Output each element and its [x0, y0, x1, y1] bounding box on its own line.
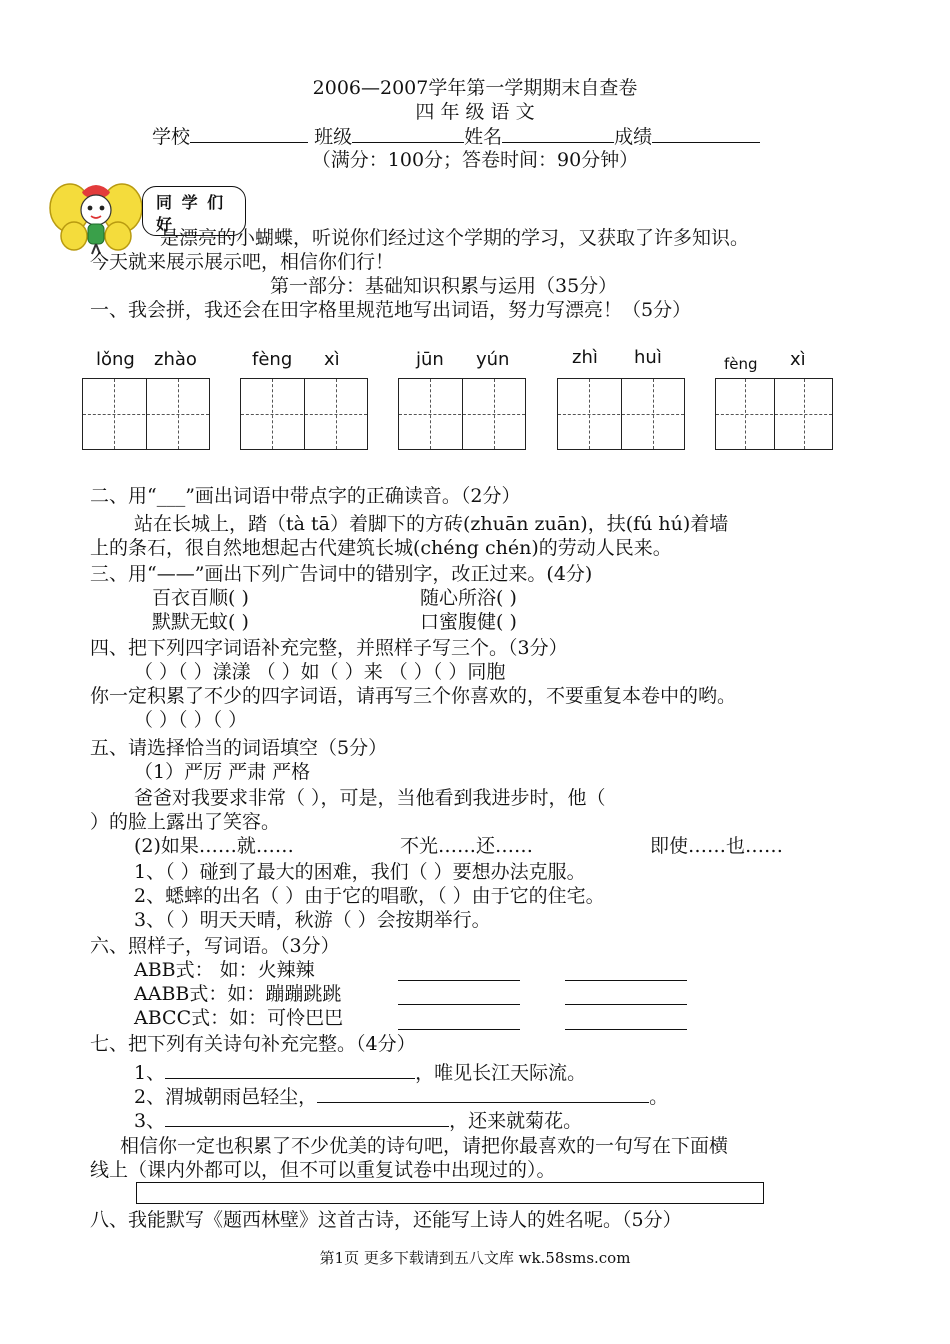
q7-paragraph-1: 相信你一定也积累了不少优美的诗句吧，请把你最喜欢的一句写在下面横 [120, 1135, 729, 1157]
q8-title: 八、我能默写《题西林壁》这首古诗，还能写上诗人的姓名呢。（5分） [90, 1209, 682, 1231]
score-label: 成绩 [614, 126, 653, 148]
q2-title: 二、用“___”画出词语中带点字的正确读音。（2分） [90, 485, 521, 507]
q5-sentence-1b: ）的脸上露出了笑容。 [90, 811, 281, 833]
q3-item-3[interactable]: 默默无蚊( ) [152, 611, 249, 633]
exam-info: （满分：100分；答卷时间：90分钟） [311, 149, 639, 171]
pinyin-5b: xì [790, 349, 806, 370]
q5-s1[interactable]: 1、（ ）碰到了最大的困难，我们（ ）要想办法克服。 [134, 861, 586, 883]
tianzige-box-1[interactable] [82, 378, 210, 450]
q6-blank-3a[interactable] [398, 1029, 520, 1030]
q7-l2-end: 。 [649, 1086, 669, 1108]
q7-answer-box[interactable] [136, 1182, 764, 1204]
q2-line-2: 上的条石，很自然地想起古代建筑长城(chéng chén)的劳动人民来。 [90, 537, 672, 559]
q5-sub1: （1）严厉 严肃 严格 [134, 761, 311, 783]
q6-blank-2b[interactable] [565, 1004, 687, 1005]
q7-l2-start: 2、渭城朝雨邑轻尘， [134, 1086, 318, 1108]
pinyin-2a: fèng [252, 349, 293, 370]
q7-l1-num: 1、 [134, 1062, 166, 1084]
q6-row-abcc: ABCC式：如：可怜巴巴 [134, 1007, 344, 1029]
pinyin-4b: huì [634, 347, 662, 368]
name-field[interactable] [502, 124, 614, 143]
q4-title: 四、把下列四字词语补充完整，并照样子写三个。（3分） [90, 637, 568, 659]
butterfly-mascot-icon [48, 178, 144, 256]
pinyin-5a: fèng [724, 355, 758, 373]
q7-line-1 [134, 1060, 586, 1085]
pinyin-3a: jūn [416, 349, 444, 370]
exam-subtitle: 四 年 级 语 文 [415, 101, 535, 123]
q6-blank-3b[interactable] [565, 1029, 687, 1030]
pinyin-1a: lǒng [96, 349, 135, 370]
q3-title: 三、用“——”画出下列广告词中的错别字，改正过来。(4分) [90, 563, 593, 585]
class-field[interactable] [352, 124, 464, 143]
exam-title: 2006—2007学年第一学期期末自查卷 [312, 77, 638, 99]
pinyin-3b: yún [476, 349, 510, 370]
score-field[interactable] [652, 124, 760, 143]
page-footer: 第1页 更多下载请到五八文库 wk.58sms.com [319, 1249, 631, 1267]
q7-l3-num: 3、 [134, 1110, 166, 1132]
q2-line-1: 站在长城上，踏（tà tā）着脚下的方砖(zhuān zuān)，扶(fú hú)着墙 [134, 513, 729, 535]
q1-title: 一、我会拼，我还会在田字格里规范地写出词语，努力写漂亮！（5分） [90, 299, 692, 321]
pinyin-2b: xì [324, 349, 340, 370]
q3-item-2[interactable]: 随心所浴( ) [420, 587, 517, 609]
q5-sub2-b: 不光……还…… [400, 835, 534, 857]
q4-line-2: 你一定积累了不少的四字词语，请再写三个你喜欢的，不要重复本卷中的哟。 [90, 685, 737, 707]
intro-line-2: 今天就来展示展示吧，相信你们行！ [90, 251, 395, 273]
q5-sentence-1a[interactable]: 爸爸对我要求非常（ ），可是，当他看到我进步时，他（ [134, 787, 606, 809]
q7-blank-1[interactable] [165, 1060, 415, 1079]
q7-blank-3[interactable] [165, 1108, 449, 1127]
pinyin-1b: zhào [154, 349, 197, 370]
q7-line-2 [134, 1084, 668, 1109]
q3-item-4[interactable]: 口蜜腹健( ) [420, 611, 517, 633]
school-field[interactable] [190, 124, 308, 143]
q7-paragraph-2: 线上（课内外都可以，但不可以重复试卷中出现过的）。 [90, 1159, 556, 1181]
q4-line-3[interactable]: （ ）（ ）（ ） [134, 709, 248, 731]
q7-title: 七、把下列有关诗句补充完整。（4分） [90, 1033, 416, 1055]
intro-line-1: 是漂亮的小蝴蝶，听说你们经过这个学期的学习，又获取了许多知识。 [160, 227, 750, 249]
tianzige-box-2[interactable] [240, 378, 368, 450]
student-info-line [152, 124, 760, 149]
q6-row-abb: ABB式： 如：火辣辣 [134, 959, 315, 981]
q6-title: 六、照样子，写词语。（3分） [90, 935, 340, 957]
q5-s3[interactable]: 3、（ ）明天天晴，秋游（ ）会按期举行。 [134, 909, 491, 931]
q5-sub2-c: 即使……也…… [650, 835, 784, 857]
q4-line-1[interactable]: （ ）（ ）漾漾 （ ）如（ ）来 （ ）（ ）同胞 [134, 661, 506, 683]
q7-l1-end: ，唯见长江天际流。 [415, 1062, 587, 1084]
q5-title: 五、请选择恰当的词语填空（5分） [90, 737, 388, 759]
q7-line-3 [134, 1108, 582, 1133]
q7-l3-end: ，还来就菊花。 [449, 1110, 583, 1132]
q5-s2[interactable]: 2、蟋蟀的出名（ ）由于它的唱歌，（ ）由于它的住宅。 [134, 885, 605, 907]
q6-row-aabb: AABB式：如：蹦蹦跳跳 [134, 983, 342, 1005]
q5-sub2-a: (2)如果……就…… [134, 835, 294, 857]
tianzige-box-3[interactable] [398, 378, 526, 450]
school-label: 学校 [152, 126, 191, 148]
tianzige-box-4[interactable] [557, 378, 685, 450]
class-label: 班级 [314, 126, 353, 148]
q6-blank-1a[interactable] [398, 980, 520, 981]
part1-title: 第一部分：基础知识积累与运用（35分） [270, 275, 618, 297]
q3-item-1[interactable]: 百衣百顺( ) [152, 587, 249, 609]
name-label: 姓名 [464, 126, 503, 148]
q7-blank-2[interactable] [317, 1084, 649, 1103]
bubble-text: 同 学 们 好 [156, 193, 226, 234]
q6-blank-2a[interactable] [398, 1004, 520, 1005]
tianzige-box-5[interactable] [715, 378, 833, 450]
q6-blank-1b[interactable] [565, 980, 687, 981]
pinyin-4a: zhì [572, 347, 598, 368]
